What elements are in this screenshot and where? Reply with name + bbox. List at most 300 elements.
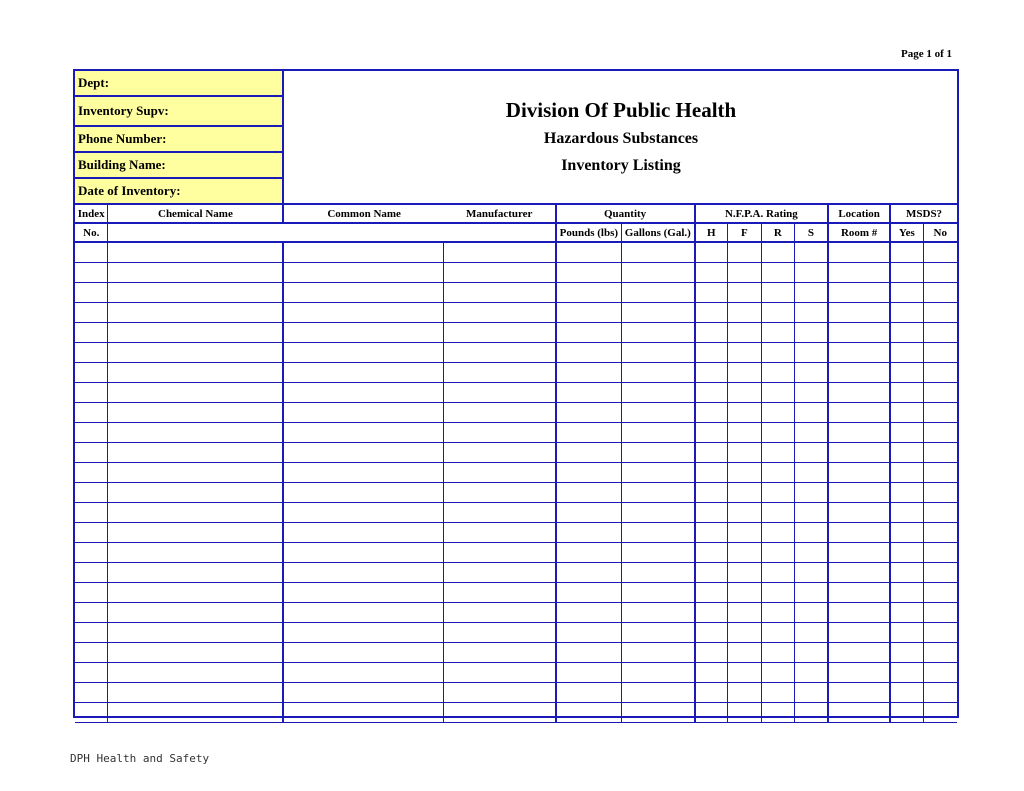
table-cell[interactable]	[108, 462, 283, 482]
table-cell[interactable]	[622, 322, 695, 342]
table-cell[interactable]	[794, 562, 828, 582]
table-cell[interactable]	[556, 282, 622, 302]
table-cell[interactable]	[622, 282, 695, 302]
table-cell[interactable]	[283, 282, 444, 302]
table-cell[interactable]	[75, 542, 108, 562]
table-cell[interactable]	[444, 322, 556, 342]
table-cell[interactable]	[890, 642, 923, 662]
table-cell[interactable]	[75, 622, 108, 642]
table-cell[interactable]	[75, 522, 108, 542]
table-cell[interactable]	[444, 542, 556, 562]
table-cell[interactable]	[622, 362, 695, 382]
table-cell[interactable]	[556, 522, 622, 542]
table-cell[interactable]	[622, 302, 695, 322]
table-cell[interactable]	[556, 482, 622, 502]
table-cell[interactable]	[828, 642, 890, 662]
table-cell[interactable]	[75, 302, 108, 322]
table-cell[interactable]	[828, 282, 890, 302]
table-cell[interactable]	[108, 542, 283, 562]
table-cell[interactable]	[890, 662, 923, 682]
table-cell[interactable]	[283, 642, 444, 662]
table-cell[interactable]	[695, 702, 728, 722]
table-cell[interactable]	[727, 542, 761, 562]
table-cell[interactable]	[283, 662, 444, 682]
table-cell[interactable]	[890, 262, 923, 282]
table-cell[interactable]	[556, 342, 622, 362]
table-cell[interactable]	[727, 702, 761, 722]
table-cell[interactable]	[923, 642, 957, 662]
table-cell[interactable]	[761, 522, 794, 542]
table-cell[interactable]	[556, 642, 622, 662]
table-cell[interactable]	[828, 682, 890, 702]
table-cell[interactable]	[556, 322, 622, 342]
table-cell[interactable]	[890, 242, 923, 262]
table-cell[interactable]	[794, 442, 828, 462]
table-cell[interactable]	[727, 602, 761, 622]
table-cell[interactable]	[108, 362, 283, 382]
table-cell[interactable]	[828, 662, 890, 682]
table-cell[interactable]	[695, 282, 728, 302]
table-cell[interactable]	[794, 682, 828, 702]
table-cell[interactable]	[761, 342, 794, 362]
table-cell[interactable]	[622, 642, 695, 662]
table-cell[interactable]	[761, 642, 794, 662]
table-cell[interactable]	[727, 562, 761, 582]
table-cell[interactable]	[923, 702, 957, 722]
table-cell[interactable]	[828, 342, 890, 362]
table-cell[interactable]	[727, 302, 761, 322]
table-cell[interactable]	[444, 442, 556, 462]
table-cell[interactable]	[761, 262, 794, 282]
table-cell[interactable]	[890, 622, 923, 642]
table-cell[interactable]	[923, 542, 957, 562]
table-cell[interactable]	[556, 422, 622, 442]
table-cell[interactable]	[444, 622, 556, 642]
table-cell[interactable]	[622, 522, 695, 542]
table-cell[interactable]	[622, 262, 695, 282]
table-cell[interactable]	[108, 302, 283, 322]
table-cell[interactable]	[727, 482, 761, 502]
phone-number-field[interactable]: Phone Number:	[75, 125, 284, 153]
table-cell[interactable]	[794, 322, 828, 342]
table-cell[interactable]	[890, 482, 923, 502]
table-cell[interactable]	[283, 242, 444, 262]
table-cell[interactable]	[556, 602, 622, 622]
table-cell[interactable]	[622, 342, 695, 362]
table-cell[interactable]	[695, 462, 728, 482]
table-cell[interactable]	[828, 382, 890, 402]
table-cell[interactable]	[695, 502, 728, 522]
table-cell[interactable]	[761, 302, 794, 322]
table-cell[interactable]	[444, 562, 556, 582]
table-cell[interactable]	[622, 482, 695, 502]
table-cell[interactable]	[828, 262, 890, 282]
table-cell[interactable]	[75, 262, 108, 282]
table-cell[interactable]	[283, 422, 444, 442]
table-cell[interactable]	[283, 702, 444, 722]
table-cell[interactable]	[761, 682, 794, 702]
table-cell[interactable]	[444, 702, 556, 722]
table-cell[interactable]	[695, 322, 728, 342]
table-cell[interactable]	[283, 462, 444, 482]
table-cell[interactable]	[890, 542, 923, 562]
table-cell[interactable]	[556, 462, 622, 482]
table-cell[interactable]	[444, 582, 556, 602]
table-cell[interactable]	[75, 442, 108, 462]
table-cell[interactable]	[794, 462, 828, 482]
table-cell[interactable]	[828, 602, 890, 622]
table-cell[interactable]	[727, 262, 761, 282]
table-cell[interactable]	[828, 302, 890, 322]
table-cell[interactable]	[75, 342, 108, 362]
table-cell[interactable]	[695, 522, 728, 542]
table-cell[interactable]	[923, 442, 957, 462]
table-cell[interactable]	[727, 322, 761, 342]
table-cell[interactable]	[923, 602, 957, 622]
table-cell[interactable]	[283, 562, 444, 582]
table-cell[interactable]	[761, 462, 794, 482]
table-cell[interactable]	[444, 682, 556, 702]
table-cell[interactable]	[444, 662, 556, 682]
table-cell[interactable]	[695, 242, 728, 262]
table-cell[interactable]	[444, 462, 556, 482]
table-cell[interactable]	[108, 702, 283, 722]
table-cell[interactable]	[108, 642, 283, 662]
table-cell[interactable]	[923, 342, 957, 362]
table-cell[interactable]	[727, 462, 761, 482]
table-cell[interactable]	[761, 602, 794, 622]
table-cell[interactable]	[695, 442, 728, 462]
table-cell[interactable]	[727, 402, 761, 422]
table-cell[interactable]	[444, 642, 556, 662]
date-of-inventory-field[interactable]: Date of Inventory:	[75, 179, 284, 203]
table-cell[interactable]	[890, 562, 923, 582]
table-cell[interactable]	[108, 682, 283, 702]
table-cell[interactable]	[761, 662, 794, 682]
table-cell[interactable]	[556, 622, 622, 642]
table-cell[interactable]	[695, 642, 728, 662]
table-cell[interactable]	[108, 442, 283, 462]
table-cell[interactable]	[556, 442, 622, 462]
table-cell[interactable]	[622, 382, 695, 402]
table-cell[interactable]	[761, 582, 794, 602]
table-cell[interactable]	[794, 422, 828, 442]
table-cell[interactable]	[695, 262, 728, 282]
table-cell[interactable]	[556, 562, 622, 582]
table-cell[interactable]	[828, 522, 890, 542]
table-cell[interactable]	[761, 282, 794, 302]
dept-field[interactable]: Dept:	[75, 71, 284, 97]
table-cell[interactable]	[828, 462, 890, 482]
table-cell[interactable]	[828, 542, 890, 562]
table-cell[interactable]	[890, 302, 923, 322]
table-cell[interactable]	[695, 602, 728, 622]
table-cell[interactable]	[761, 562, 794, 582]
table-cell[interactable]	[75, 402, 108, 422]
table-cell[interactable]	[695, 622, 728, 642]
table-cell[interactable]	[890, 582, 923, 602]
table-cell[interactable]	[794, 702, 828, 722]
table-cell[interactable]	[283, 362, 444, 382]
table-cell[interactable]	[444, 402, 556, 422]
table-cell[interactable]	[444, 482, 556, 502]
table-cell[interactable]	[622, 542, 695, 562]
table-cell[interactable]	[923, 682, 957, 702]
table-cell[interactable]	[75, 482, 108, 502]
table-cell[interactable]	[444, 362, 556, 382]
table-cell[interactable]	[622, 422, 695, 442]
table-cell[interactable]	[727, 622, 761, 642]
table-cell[interactable]	[761, 442, 794, 462]
table-cell[interactable]	[794, 342, 828, 362]
table-cell[interactable]	[761, 482, 794, 502]
table-cell[interactable]	[108, 602, 283, 622]
table-cell[interactable]	[556, 362, 622, 382]
table-cell[interactable]	[108, 662, 283, 682]
table-cell[interactable]	[283, 482, 444, 502]
table-cell[interactable]	[695, 662, 728, 682]
table-cell[interactable]	[75, 362, 108, 382]
table-cell[interactable]	[556, 382, 622, 402]
table-cell[interactable]	[727, 522, 761, 542]
table-cell[interactable]	[727, 642, 761, 662]
table-cell[interactable]	[761, 382, 794, 402]
table-cell[interactable]	[444, 502, 556, 522]
table-cell[interactable]	[794, 362, 828, 382]
table-cell[interactable]	[923, 322, 957, 342]
table-cell[interactable]	[695, 362, 728, 382]
table-cell[interactable]	[283, 382, 444, 402]
table-cell[interactable]	[923, 282, 957, 302]
table-cell[interactable]	[923, 262, 957, 282]
table-cell[interactable]	[283, 342, 444, 362]
table-cell[interactable]	[890, 682, 923, 702]
table-cell[interactable]	[923, 522, 957, 542]
table-cell[interactable]	[761, 622, 794, 642]
table-cell[interactable]	[108, 282, 283, 302]
table-cell[interactable]	[108, 242, 283, 262]
table-cell[interactable]	[75, 662, 108, 682]
table-cell[interactable]	[727, 282, 761, 302]
table-cell[interactable]	[828, 322, 890, 342]
table-cell[interactable]	[444, 422, 556, 442]
table-cell[interactable]	[444, 242, 556, 262]
table-cell[interactable]	[890, 382, 923, 402]
table-cell[interactable]	[695, 382, 728, 402]
table-cell[interactable]	[75, 242, 108, 262]
table-cell[interactable]	[622, 502, 695, 522]
table-cell[interactable]	[622, 402, 695, 422]
table-cell[interactable]	[108, 522, 283, 542]
table-cell[interactable]	[108, 422, 283, 442]
table-cell[interactable]	[890, 422, 923, 442]
table-cell[interactable]	[556, 302, 622, 322]
table-cell[interactable]	[622, 662, 695, 682]
table-cell[interactable]	[761, 402, 794, 422]
table-cell[interactable]	[556, 702, 622, 722]
table-cell[interactable]	[75, 422, 108, 442]
table-cell[interactable]	[283, 682, 444, 702]
table-cell[interactable]	[75, 282, 108, 302]
table-cell[interactable]	[727, 362, 761, 382]
table-cell[interactable]	[890, 342, 923, 362]
table-cell[interactable]	[923, 362, 957, 382]
table-cell[interactable]	[283, 442, 444, 462]
table-cell[interactable]	[695, 422, 728, 442]
table-cell[interactable]	[794, 662, 828, 682]
table-cell[interactable]	[794, 302, 828, 322]
table-cell[interactable]	[444, 382, 556, 402]
table-cell[interactable]	[761, 322, 794, 342]
table-cell[interactable]	[828, 622, 890, 642]
table-cell[interactable]	[75, 582, 108, 602]
table-cell[interactable]	[283, 322, 444, 342]
table-cell[interactable]	[283, 542, 444, 562]
table-cell[interactable]	[556, 262, 622, 282]
table-cell[interactable]	[794, 382, 828, 402]
table-cell[interactable]	[622, 562, 695, 582]
table-cell[interactable]	[622, 682, 695, 702]
table-cell[interactable]	[727, 382, 761, 402]
table-cell[interactable]	[556, 542, 622, 562]
table-cell[interactable]	[444, 522, 556, 542]
table-cell[interactable]	[622, 702, 695, 722]
table-cell[interactable]	[108, 322, 283, 342]
table-cell[interactable]	[283, 582, 444, 602]
table-cell[interactable]	[923, 482, 957, 502]
table-cell[interactable]	[794, 482, 828, 502]
table-cell[interactable]	[890, 522, 923, 542]
table-cell[interactable]	[108, 262, 283, 282]
table-cell[interactable]	[761, 542, 794, 562]
table-cell[interactable]	[890, 602, 923, 622]
table-cell[interactable]	[890, 322, 923, 342]
table-cell[interactable]	[890, 282, 923, 302]
table-cell[interactable]	[108, 502, 283, 522]
table-cell[interactable]	[108, 402, 283, 422]
table-cell[interactable]	[283, 262, 444, 282]
table-cell[interactable]	[108, 622, 283, 642]
table-cell[interactable]	[828, 242, 890, 262]
table-cell[interactable]	[75, 642, 108, 662]
table-cell[interactable]	[923, 622, 957, 642]
table-cell[interactable]	[923, 242, 957, 262]
table-cell[interactable]	[923, 662, 957, 682]
table-cell[interactable]	[828, 402, 890, 422]
table-cell[interactable]	[622, 602, 695, 622]
table-cell[interactable]	[890, 402, 923, 422]
table-cell[interactable]	[828, 442, 890, 462]
table-cell[interactable]	[622, 622, 695, 642]
table-cell[interactable]	[727, 582, 761, 602]
table-cell[interactable]	[727, 502, 761, 522]
inventory-supervisor-field[interactable]: Inventory Supv:	[75, 97, 284, 125]
table-cell[interactable]	[444, 282, 556, 302]
building-name-field[interactable]: Building Name:	[75, 153, 284, 179]
table-cell[interactable]	[75, 462, 108, 482]
table-cell[interactable]	[283, 522, 444, 542]
table-cell[interactable]	[108, 562, 283, 582]
table-cell[interactable]	[890, 702, 923, 722]
table-cell[interactable]	[794, 262, 828, 282]
table-cell[interactable]	[761, 242, 794, 262]
table-cell[interactable]	[761, 702, 794, 722]
table-cell[interactable]	[108, 382, 283, 402]
table-cell[interactable]	[794, 542, 828, 562]
table-cell[interactable]	[108, 342, 283, 362]
table-cell[interactable]	[556, 242, 622, 262]
table-cell[interactable]	[794, 282, 828, 302]
table-cell[interactable]	[761, 502, 794, 522]
table-cell[interactable]	[923, 462, 957, 482]
table-cell[interactable]	[727, 442, 761, 462]
table-cell[interactable]	[695, 342, 728, 362]
table-cell[interactable]	[794, 242, 828, 262]
table-cell[interactable]	[890, 442, 923, 462]
table-cell[interactable]	[794, 582, 828, 602]
table-cell[interactable]	[108, 582, 283, 602]
table-cell[interactable]	[923, 302, 957, 322]
table-cell[interactable]	[828, 422, 890, 442]
table-cell[interactable]	[444, 602, 556, 622]
table-cell[interactable]	[283, 602, 444, 622]
table-cell[interactable]	[444, 262, 556, 282]
table-cell[interactable]	[75, 602, 108, 622]
table-cell[interactable]	[283, 502, 444, 522]
table-cell[interactable]	[556, 682, 622, 702]
table-cell[interactable]	[890, 462, 923, 482]
table-cell[interactable]	[794, 402, 828, 422]
table-cell[interactable]	[794, 522, 828, 542]
table-cell[interactable]	[695, 302, 728, 322]
table-cell[interactable]	[444, 342, 556, 362]
table-cell[interactable]	[923, 502, 957, 522]
table-cell[interactable]	[556, 582, 622, 602]
table-cell[interactable]	[75, 702, 108, 722]
table-cell[interactable]	[794, 602, 828, 622]
table-cell[interactable]	[727, 662, 761, 682]
table-cell[interactable]	[727, 342, 761, 362]
table-cell[interactable]	[923, 582, 957, 602]
table-cell[interactable]	[695, 542, 728, 562]
table-cell[interactable]	[923, 382, 957, 402]
table-cell[interactable]	[283, 402, 444, 422]
table-cell[interactable]	[794, 622, 828, 642]
table-cell[interactable]	[923, 562, 957, 582]
table-cell[interactable]	[556, 662, 622, 682]
table-cell[interactable]	[622, 442, 695, 462]
table-cell[interactable]	[695, 402, 728, 422]
table-cell[interactable]	[108, 482, 283, 502]
table-cell[interactable]	[283, 302, 444, 322]
table-cell[interactable]	[695, 482, 728, 502]
table-cell[interactable]	[75, 562, 108, 582]
table-cell[interactable]	[556, 402, 622, 422]
table-cell[interactable]	[75, 382, 108, 402]
table-cell[interactable]	[828, 562, 890, 582]
table-cell[interactable]	[794, 502, 828, 522]
table-cell[interactable]	[890, 502, 923, 522]
table-cell[interactable]	[794, 642, 828, 662]
table-cell[interactable]	[444, 302, 556, 322]
table-cell[interactable]	[622, 242, 695, 262]
table-cell[interactable]	[727, 422, 761, 442]
table-cell[interactable]	[556, 502, 622, 522]
table-cell[interactable]	[923, 422, 957, 442]
table-cell[interactable]	[828, 502, 890, 522]
table-cell[interactable]	[761, 422, 794, 442]
table-cell[interactable]	[75, 322, 108, 342]
